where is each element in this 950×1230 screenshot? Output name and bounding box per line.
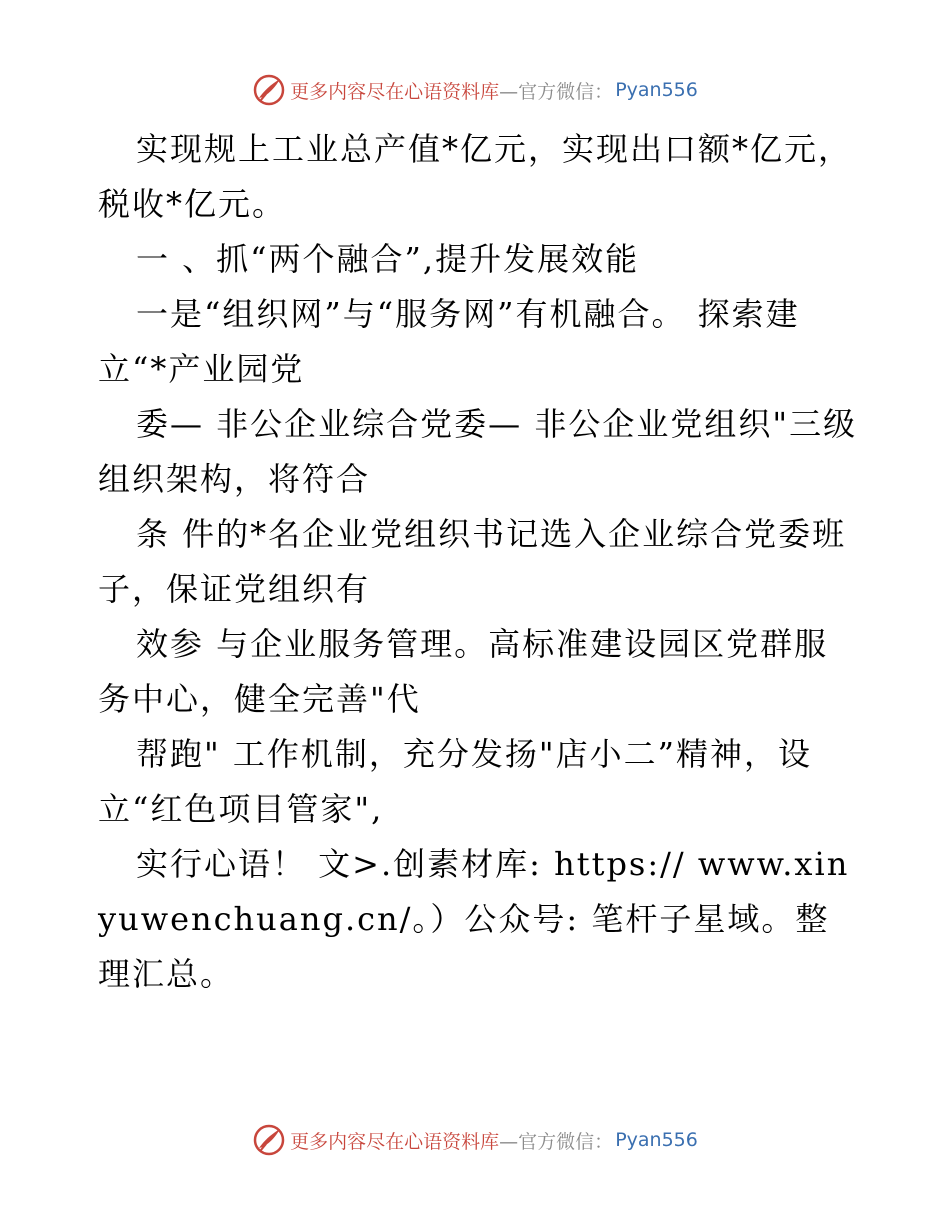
quill-pen-logo-icon xyxy=(252,1123,286,1157)
document-body xyxy=(98,122,858,1002)
banner-red-text: 更多内容尽在心语资料库 xyxy=(290,80,500,103)
paragraph: 条 件的*名企业党组织书记选入企业综合党委班子，保证党组织有 xyxy=(98,515,847,608)
banner-wechat-id: Pyan556 xyxy=(615,79,698,101)
quill-pen-logo-icon xyxy=(252,73,286,107)
paragraph: 效参 与企业服务管理。高标准建设园区党群服务中心，健全完善"代 xyxy=(98,625,829,718)
paragraph: 实现规上工业总产值*亿元，实现出口额*亿元，税收*亿元。 xyxy=(98,130,853,223)
section-heading: 一 、抓“两个融合”,提升发展效能 xyxy=(136,240,640,278)
paragraph: 帮跑" 工作机制，充分发扬"店小二”精神，设立“红色项目管家", xyxy=(98,735,812,828)
paragraph: 实行心语！ 文>.创素材库: https:// www.xinyuwenchuang.cn/。）公众号: 笔杆子星域。整理汇总。 xyxy=(98,845,850,993)
paragraph: 委— 非公企业综合党委— 非公企业党组织"三级组织架构，将符合 xyxy=(98,405,858,498)
header-watermark-banner xyxy=(0,70,950,110)
footer-watermark-banner xyxy=(0,1120,950,1160)
banner-grey-text: —官方微信： xyxy=(499,80,614,103)
paragraph: 一是“组织网”与“服务网”有机融合。 探索建立“*产业园党 xyxy=(98,295,800,388)
banner-red-text: 更多内容尽在心语资料库 xyxy=(290,1130,500,1153)
banner-grey-text: —官方微信： xyxy=(499,1130,614,1153)
banner-wechat-id: Pyan556 xyxy=(615,1129,698,1151)
